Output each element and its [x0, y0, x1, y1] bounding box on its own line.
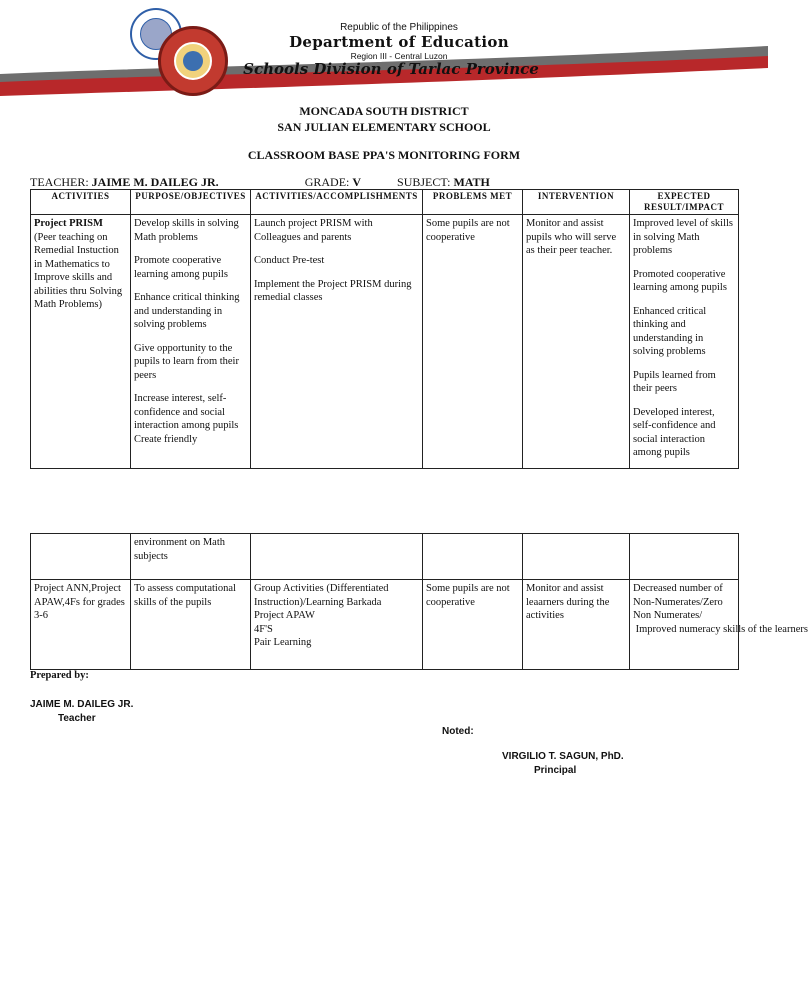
- purpose-cell: To assess computational skills of the pupils: [131, 580, 251, 670]
- header-division: Schools Division of Tarlac Province: [243, 60, 539, 78]
- subject-label: SUBJECT:: [397, 175, 451, 189]
- accomplishments-cell: [251, 580, 423, 670]
- district-title: MONCADA SOUTH DISTRICT: [299, 104, 469, 118]
- purpose-item: Develop skills in solving Math problems: [134, 218, 239, 243]
- header-department: Department of Education: [289, 33, 509, 51]
- result-item: Enhanced critical thinking and understanding in solving problems: [633, 305, 707, 357]
- table-row: [31, 215, 739, 469]
- results-cell-empty: [630, 534, 739, 580]
- accomplishment-item: 4F'S: [254, 623, 273, 635]
- activity-title: Project PRISM: [34, 218, 103, 229]
- table-row: [31, 534, 739, 580]
- col-header-accomplishments: ACTIVITIES/ACCOMPLISHMENTS: [251, 190, 423, 215]
- monitoring-table: [30, 189, 739, 469]
- result-item: Decreased number of Non-Numerates/Zero Non Numerates/: [633, 583, 723, 621]
- principal-title: Principal: [534, 765, 577, 776]
- results-cell: [630, 580, 808, 670]
- table-row: [31, 580, 739, 670]
- preparer-title: Teacher: [58, 713, 96, 724]
- table-header-row: [31, 190, 739, 215]
- result-item: Pupils learned from their peers: [633, 369, 716, 394]
- noted-label: Noted:: [442, 726, 474, 737]
- activity-cell: [31, 215, 131, 469]
- problems-cell: Some pupils are not cooperative: [423, 580, 523, 670]
- problems-cell: Some pupils are not cooperative: [423, 215, 523, 469]
- teacher-label: TEACHER:: [30, 175, 89, 189]
- accomplishment-item: Project APAW: [254, 610, 315, 621]
- grade-value: V: [352, 175, 362, 189]
- results-cell: [630, 215, 739, 469]
- info-line: [30, 175, 490, 190]
- form-title: CLASSROOM BASE PPA'S MONITORING FORM: [247, 148, 521, 162]
- purpose-item: Promote cooperative learning among pupils: [134, 255, 228, 280]
- col-header-expected: EXPECTED RESULT/IMPACT: [630, 190, 739, 215]
- accomplishment-item: Group Activities (Differentiated Instruction)/Learning Barkada: [254, 583, 389, 608]
- header-republic: Republic of the Philippines: [340, 22, 458, 33]
- purpose-cell: [131, 215, 251, 469]
- purpose-item: Increase interest, self-confidence and social interaction among pupils Create friendly: [134, 393, 239, 445]
- preparer-name: JAIME M. DAILEG JR.: [30, 699, 134, 710]
- purpose-item: Enhance critical thinking and understanding in solving problems: [134, 292, 240, 330]
- header-region: Region III - Central Luzon: [350, 51, 448, 61]
- grade-label: GRADE:: [304, 175, 350, 189]
- result-item: Improved numeracy skills of the learners: [633, 623, 808, 635]
- activity-description: (Peer teaching on Remedial Instuction in Mathematics to Improve skills and abilities thru Solving Math Problems): [34, 231, 123, 310]
- purpose-item: Give opportunity to the pupils to learn from their peers: [134, 342, 239, 381]
- accomplishment-item: Launch project PRISM with Colleagues and parents: [254, 218, 373, 243]
- intervention-cell: Monitor and assist pupils who will serve as their peer teacher.: [523, 215, 630, 469]
- monitoring-table-continued: [30, 533, 808, 670]
- activity-cell-empty: [31, 534, 131, 580]
- teacher-value: JAIME M. DAILEG JR.: [91, 175, 219, 189]
- col-header-activities: ACTIVITIES: [31, 190, 131, 215]
- intervention-cell: Monitor and assist leaarners during the activities: [523, 580, 630, 670]
- accomplishment-item: Implement the Project PRISM during remedial classes: [254, 278, 412, 303]
- result-item: Promoted cooperative learning among pupils: [633, 268, 727, 293]
- principal-name: VIRGILIO T. SAGUN, PhD.: [502, 751, 624, 762]
- intervention-cell-empty: [523, 534, 630, 580]
- purpose-continuation-cell: environment on Math subjects: [131, 534, 251, 580]
- col-header-problems: PROBLEMS MET: [423, 190, 523, 215]
- school-title: SAN JULIAN ELEMENTARY SCHOOL: [277, 120, 491, 134]
- accomplishments-cell: [251, 215, 423, 469]
- accomplishment-item: Conduct Pre-test: [254, 255, 325, 266]
- accomplishments-cell-empty: [251, 534, 423, 580]
- problems-cell-empty: [423, 534, 523, 580]
- activity-cell: Project ANN,Project APAW,4Fs for grades 3-6: [31, 580, 131, 670]
- result-item: Improved level of skills in solving Math problems: [633, 218, 734, 256]
- accomplishment-item: Pair Learning: [254, 637, 312, 648]
- col-header-intervention: INTERVENTION: [523, 190, 630, 215]
- subject-value: MATH: [453, 175, 490, 189]
- col-header-purpose: PURPOSE/OBJECTIVES: [131, 190, 251, 215]
- result-item: Developed interest, self-confidence and social interaction among pupils: [633, 406, 716, 458]
- prepared-by-label: Prepared by:: [30, 670, 89, 681]
